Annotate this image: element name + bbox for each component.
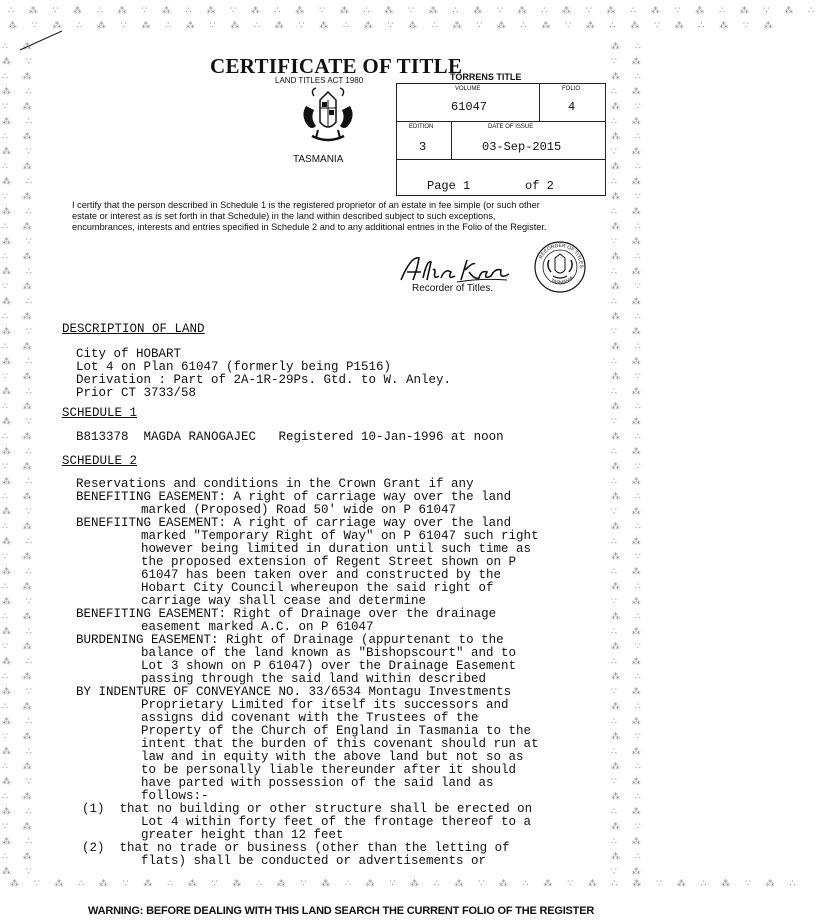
schedule2-line: BENEFIITNG EASEMENT: A right of carriage way over the land xyxy=(76,516,512,530)
schedule1-entry: B813378 MAGDA RANOGAJEC Registered 10-Jan-1996 at noon xyxy=(76,430,504,444)
certify-line: I certify that the person described in Schedule 1 is the registered proprietor of an estate in fee simple (or such other xyxy=(72,200,540,210)
folio-value: 4 xyxy=(568,100,576,114)
edition-value: 3 xyxy=(419,140,427,154)
schedule2-line: marked (Proposed) Road 50′ wide on P 61047 xyxy=(141,503,457,517)
description-line: Lot 4 on Plan 61047 (formerly being P1516) xyxy=(76,360,392,374)
schedule1-heading: SCHEDULE 1 xyxy=(62,406,138,420)
schedule2-line: Property of the Church of England in Tasmania to the xyxy=(141,724,532,738)
schedule2-line: BENEFITING EASEMENT: Right of Drainage over the drainage xyxy=(76,607,497,621)
schedule2-line: Hobart City Council whereupon the said right of xyxy=(141,581,494,595)
schedule2-line: the proposed extension of Regent Street shown on P xyxy=(141,555,517,569)
schedule2-line: assigns did covenant with the Trustees of the xyxy=(141,711,479,725)
schedule2-line: passing through the said land within described xyxy=(141,672,487,686)
schedule2-line: flats) shall be conducted or advertisements or xyxy=(141,854,487,868)
date-label: DATE OF ISSUE xyxy=(488,124,534,130)
certificate-title: CERTIFICATE OF TITLE xyxy=(210,54,463,78)
schedule2-line: Reservations and conditions in the Crown Grant if any xyxy=(76,477,474,491)
certify-line: estate or interest as is set forth in that Schedule) in the land within described subject to such exceptions, xyxy=(72,211,496,221)
schedule2-line: greater height than 12 feet xyxy=(141,828,344,842)
right-border: ⁂ ∴ ∵ ⁂ ⁂ ∴ ∴ ⁂ ⁂ ∵ ∴ ⁂ ⁂ ∴ ∵ ⁂ ⁂ ∴ ∴ ⁂ ⁂ ∵ ∴ ⁂ ⁂ ∴ ∵ ⁂ ⁂ ∴ ∴ ⁂ ⁂ ∵ ∴ ⁂ ⁂ ∴ ∵ ⁂ ⁂ ∴ ∴ ⁂ ⁂ ∵ ∴ ⁂ ⁂ ∴ ∵ ⁂ ⁂ ∴ ∴ ⁂ ⁂ ∵ ∴ ⁂ ⁂ ∴ ∵ ⁂ ⁂ ∴ ∴ ⁂ ⁂ ∵ ∴ ⁂ ⁂ ∴ ∵ ⁂ ⁂ ∴ ∴ ⁂ ⁂ ∵ ∴ ⁂ ⁂ ∴ ∵ ⁂ ⁂ ∴ ∴ ⁂ ⁂ ∵ ∴ ⁂ ⁂ ∴ ∵ ⁂ ⁂ ∴ ∴ ⁂ ⁂ ∵ ∴ ⁂ ⁂ ∴ ∵ ⁂ xyxy=(611,42,647,877)
recorder-label: Recorder of Titles. xyxy=(412,283,494,294)
date-value: 03-Sep-2015 xyxy=(482,140,562,154)
schedule2-line: 61047 has been taken over and constructed by the xyxy=(141,568,502,582)
schedule2-heading: SCHEDULE 2 xyxy=(62,454,138,468)
volume-label: VOLUME xyxy=(455,86,481,92)
seal-state: TASMANIA xyxy=(549,275,575,287)
description-line: Derivation : Part of 2A-1R-29Ps. Gtd. to W. Anley. xyxy=(76,373,452,387)
folio-cell xyxy=(540,84,605,122)
schedule2-line: intent that the burden of this covenant should run at xyxy=(141,737,539,751)
description-line: Prior CT 3733/58 xyxy=(76,386,197,400)
description-heading: DESCRIPTION OF LAND xyxy=(62,322,205,336)
schedule2-line: easement marked A.C. on P 61047 xyxy=(141,620,374,634)
footer-warning: WARNING: BEFORE DEALING WITH THIS LAND SEARCH THE CURRENT FOLIO OF THE REGISTER xyxy=(88,905,595,917)
schedule2-line: BY INDENTURE OF CONVEYANCE NO. 33/6534 Montagu Investments xyxy=(76,685,512,699)
schedule2-line: law and in equity with the above land but not so as xyxy=(141,750,524,764)
top-border: ∴ ⁂ ∵ ⁂ ∴ ⁂ ∵ ⁂ ∴ ⁂ ∵ ⁂ ∴ ⁂ ∵ ⁂ ∴ ⁂ ∵ ⁂ ∴ ⁂ ∵ ⁂ ∴ ⁂ ∵ ⁂ ∴ ⁂ ∵ ⁂ ∴ ⁂ ∵ ⁂ ∴ ⁂ ∵ ⁂ ∴ ⁂ ∵ ⁂ ∴ ⁂ ∵ ⁂ ∴ ⁂ ∵ ⁂ ∴ ⁂ ∵ ⁂ ∴ ⁂ ∵ ⁂ ∴ ⁂ ∵ ⁂ ∴ ⁂ ∵ ⁂ ∴ ⁂ ∵ ⁂ xyxy=(8,6,820,31)
schedule2-line: Lot 4 within forty feet of the frontage thereof to a xyxy=(141,815,532,829)
tasmania-crest-icon xyxy=(298,86,358,150)
edition-cell xyxy=(397,122,452,160)
folio-label: FOLIO xyxy=(562,86,581,92)
schedule2-line: follows:- xyxy=(141,789,209,803)
page-cell xyxy=(397,160,605,195)
description-line: City of HOBART xyxy=(76,347,182,361)
schedule2-line: BENEFITING EASEMENT: A right of carriage way over the land xyxy=(76,490,512,504)
date-cell xyxy=(452,122,605,160)
left-border: ∴ ⁂ ⁂ ∵ ∴ ⁂ ⁂ ∴ ∵ ⁂ ⁂ ∴ ∴ ⁂ ⁂ ∵ ∴ ⁂ ⁂ ∴ ∵ ⁂ ⁂ ∴ ∴ ⁂ ⁂ ∵ ∴ ⁂ ⁂ ∴ ∵ ⁂ ⁂ ∴ ∴ ⁂ ⁂ ∵ ∴ ⁂ ⁂ ∴ ∵ ⁂ ⁂ ∴ ∴ ⁂ ⁂ ∵ ∴ ⁂ ⁂ ∴ ∵ ⁂ ⁂ ∴ ∴ ⁂ ⁂ ∵ ∴ ⁂ ⁂ ∴ ∵ ⁂ ⁂ ∴ ∴ ⁂ ⁂ ∵ ∴ ⁂ ⁂ ∴ ∵ ⁂ ⁂ ∴ ∴ ⁂ ⁂ ∵ ∴ ⁂ ⁂ ∴ ∵ ⁂ ⁂ ∴ ∴ ⁂ ⁂ ∵ ∴ ⁂ ⁂ ∴ ∵ ⁂ ⁂ ∴ ∴ ⁂ ⁂ ∵ xyxy=(2,42,38,877)
schedule2-line: carriage way shall cease and determine xyxy=(141,594,427,608)
schedule2-line: Lot 3 shown on P 61047) over the Drainage Easement xyxy=(141,659,517,673)
volume-value: 61047 xyxy=(451,100,488,114)
schedule2-line: have parted with possession of the said land as xyxy=(141,776,494,790)
volume-cell xyxy=(397,84,540,122)
schedule2-line: (2) that no trade or business (other than the letting of xyxy=(82,841,510,855)
schedule2-line: marked "Temporary Right of Way" on P 61047 such right xyxy=(141,529,539,543)
state-name: TASMANIA xyxy=(293,154,344,165)
schedule2-line: (1) that no building or other structure shall be erected on xyxy=(82,802,533,816)
edition-label: EDITION xyxy=(409,124,434,130)
schedule2-line: however being limited in duration until such time as xyxy=(141,542,532,556)
register-title: TORRENS TITLE xyxy=(450,72,522,82)
seal-text: RECORDER OF TITLES xyxy=(537,242,585,269)
page-total: of 2 xyxy=(525,179,554,193)
schedule2-line: BURDENING EASEMENT: Right of Drainage (appurtenant to the xyxy=(76,633,504,647)
recorder-seal-icon xyxy=(533,240,587,294)
bottom-border: ⁂ ∵ ⁂ ∴ ⁂ ∵ ⁂ ∴ ⁂ ∵ ⁂ ∴ ⁂ ∵ ⁂ ∴ ⁂ ∵ ⁂ ∴ ⁂ ∵ ⁂ ∴ ⁂ ∵ ⁂ ∴ ⁂ ∵ ⁂ ∴ ⁂ ∵ ⁂ ∴ xyxy=(10,879,802,889)
schedule2-line: to be personally liable thereunder after it should xyxy=(141,763,517,777)
schedule2-line: balance of the land known as "Bishopscourt" and to xyxy=(141,646,517,660)
title-reference-box xyxy=(396,83,606,196)
recorder-signature xyxy=(397,252,515,286)
schedule2-line: Proprietary Limited for itself its successors and xyxy=(141,698,509,712)
act-name: LAND TITLES ACT 1980 xyxy=(275,76,364,85)
certification-statement xyxy=(72,200,577,233)
page-number: Page 1 xyxy=(427,179,471,193)
certify-line: encumbrances, interests and entries specified in Schedule 2 and to any additional entries in the Folio of the Register. xyxy=(72,222,547,232)
pen-mark xyxy=(18,28,66,52)
